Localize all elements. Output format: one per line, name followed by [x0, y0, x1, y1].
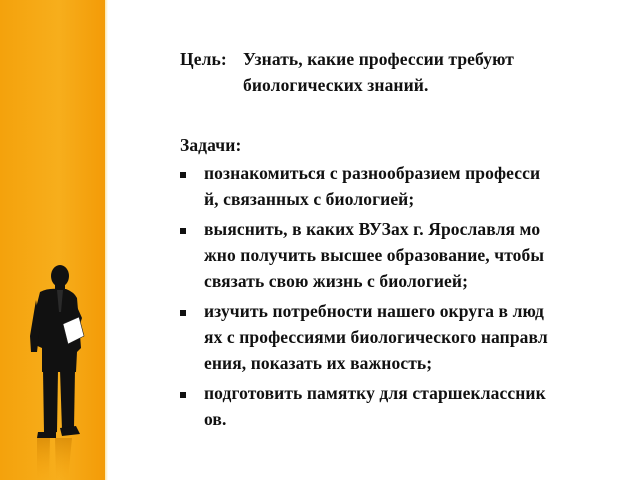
- silhouette-reflection: [37, 438, 72, 480]
- goal-text-line-1: Узнать, какие профессии требуют: [243, 49, 515, 69]
- bullet-icon: [180, 228, 186, 234]
- task-2-line-2: жно получить высшее образование, чтобы: [204, 245, 545, 265]
- businessman-silhouette-icon: [0, 0, 107, 480]
- task-2-line-1: выяснить, в каких ВУЗах г. Ярославля мо: [204, 219, 541, 239]
- bullet-icon: [180, 172, 186, 178]
- goal-text-line-2: биологических знаний.: [243, 75, 429, 95]
- task-3-line-1: изучить потребности нашего округа в люд: [204, 301, 544, 321]
- task-2-line-3: связать свою жизнь с биологией;: [204, 271, 468, 291]
- goal-label: Цель:: [180, 49, 227, 69]
- task-1-line-1: познакомиться с разнообразием професси: [204, 163, 541, 183]
- bullet-icon: [180, 392, 186, 398]
- task-3-line-3: ения, показать их важность;: [204, 353, 433, 373]
- task-4-line-2: ов.: [204, 409, 227, 429]
- task-1-line-2: й, связанных с биологией;: [204, 189, 415, 209]
- tasks-heading: Задачи:: [180, 135, 242, 155]
- bullet-icon: [180, 310, 186, 316]
- task-3-line-2: ях с профессиями биологического направл: [204, 327, 548, 347]
- task-4-line-1: подготовить памятку для старшеклассник: [204, 383, 546, 403]
